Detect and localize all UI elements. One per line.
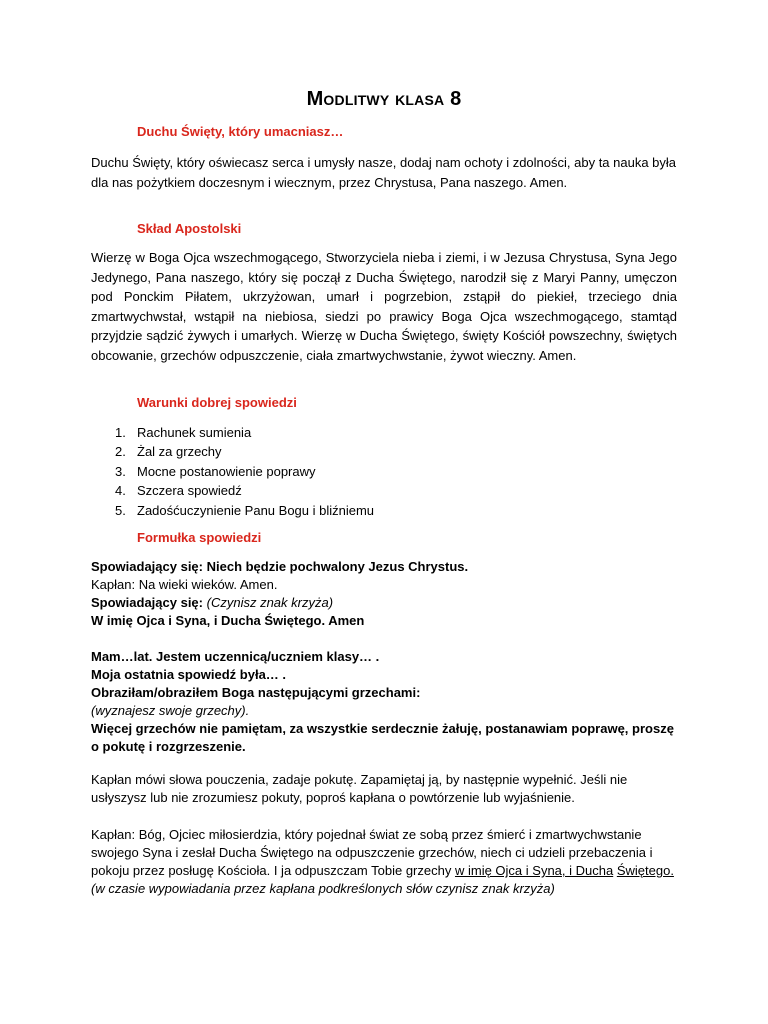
confession-line-age-class: Mam…lat. Jestem uczennicą/uczniem klasy… .: [91, 649, 380, 664]
dialogue-stage-note: (Czynisz znak krzyża): [206, 595, 334, 610]
section-heading-sklad-apostolski: Skład Apostolski: [137, 221, 242, 236]
section-heading-warunki-spowiedzi: Warunki dobrej spowiedzi: [137, 395, 297, 410]
list-item: [115, 442, 374, 461]
list-item-text: Szczera spowiedź: [137, 483, 242, 499]
list-item-text: Mocne postanowienie poprawy: [137, 463, 316, 479]
priest-instruction-text: Kapłan mówi słowa pouczenia, zadaje pokutę. Zapamiętaj ją, by następnie wypełnić. Jeśli nie usłyszysz lub nie zrozumiesz pokuty, poproś kapłana o powtórzenie lub wyjaśnienie.: [91, 772, 628, 805]
list-item: [115, 501, 374, 520]
section-heading-duchu-swiety: Duchu Święty, który umacniasz…: [137, 124, 344, 139]
dialogue-speaker-label: Spowiadający się:: [91, 595, 203, 610]
dialogue-block: [91, 558, 691, 630]
confession-block: [91, 648, 691, 756]
list-item-number: 2.: [115, 444, 126, 460]
page-title: Modlitwy klasa 8: [306, 88, 462, 110]
list-item: [115, 423, 374, 442]
list-item-text: Żal za grzechy: [137, 444, 222, 460]
prayer-duchu-swiety-text: Duchu Święty, który oświecasz serca i umysły nasze, dodaj nam ochoty i zdolności, aby ta nauka była dla nas pożytkiem doczesnym i wiecznym, przez Chrystusa, Pana naszego. Amen.: [91, 155, 677, 190]
list-item-number: 3.: [115, 463, 126, 479]
list-item-number: 5.: [115, 502, 126, 518]
confession-line-confess-note: (wyznajesz swoje grzechy).: [91, 703, 250, 718]
confession-line-offended-god: Obraziłam/obraziłem Boga następującymi grzechami:: [91, 685, 421, 700]
list-item-number: 1.: [115, 425, 126, 440]
absolution-note: (w czasie wypowiadania przez kapłana podkreślonych słów czynisz znak krzyża): [91, 881, 555, 896]
conditions-list: [115, 423, 374, 520]
confession-line-last-confession: Moja ostatnia spowiedź była… .: [91, 667, 287, 682]
absolution-underlined-words: w imię Ojca i Syna, i Ducha: [454, 863, 614, 878]
absolution-text: Kapłan: Bóg, Ojciec miłosierdzia, który pojednał świat ze sobą przez śmierć i zmartwychwstanie swojego Syna i zesłał Ducha Świętego na odpuszczenie grzechów, niech ci udzieli przebaczenia i pokoju przez posługę Kościoła. I ja odpuszczam Tobie grzechy: [91, 827, 653, 878]
section-heading-formulka-spowiedzi: Formułka spowiedzi: [137, 530, 262, 545]
list-item-text: Zadośćuczynienie Panu Bogu i bliźniemu: [137, 502, 375, 518]
list-item: [115, 481, 374, 500]
list-item-text: Rachunek sumienia: [137, 425, 252, 440]
prayer-sklad-apostolski-text: Wierzę w Boga Ojca wszechmogącego, Stworzyciela nieba i ziemi, i w Jezusa Chrystusa, Syna Jego Jedynego, Pana naszego, który się począł z Ducha Świętego, narodził się z Maryi Panny, umęczon pod Ponckim Piłatem, ukrzyżowan, umarł i pogrzebion, zstąpił do piekieł, trzeciego dnia zmartwychwstał, wstąpił na niebiosa, siedzi po prawicy Boga Ojca wszechmogącego, stamtąd przyjdzie sądzić żywych i umarłych. Wierzę w Ducha Świętego, święty Kościół powszechny, świętych obcowanie, grzechów odpuszczenie, ciała zmartwychwstanie, żywot wieczny. Amen.: [91, 250, 677, 363]
confession-line-closing: Więcej grzechów nie pamiętam, za wszystkie serdecznie żałuję, postanawiam poprawę, proszę o pokutę i rozgrzeszenie.: [91, 721, 674, 754]
list-item: [115, 462, 374, 481]
dialogue-line-penitent-sign: [91, 594, 691, 612]
dialogue-line-priest-response: Kapłan: Na wieki wieków. Amen.: [91, 577, 278, 592]
absolution-underlined-word-end: Świętego.: [616, 863, 674, 878]
absolution-block: [91, 826, 681, 898]
dialogue-line-sign-of-cross: W imię Ojca i Syna, i Ducha Świętego. Amen: [91, 613, 365, 628]
dialogue-line-penitent-greeting: Spowiadający się: Niech będzie pochwalony Jezus Chrystus.: [91, 559, 469, 574]
list-item-number: 4.: [115, 483, 126, 499]
